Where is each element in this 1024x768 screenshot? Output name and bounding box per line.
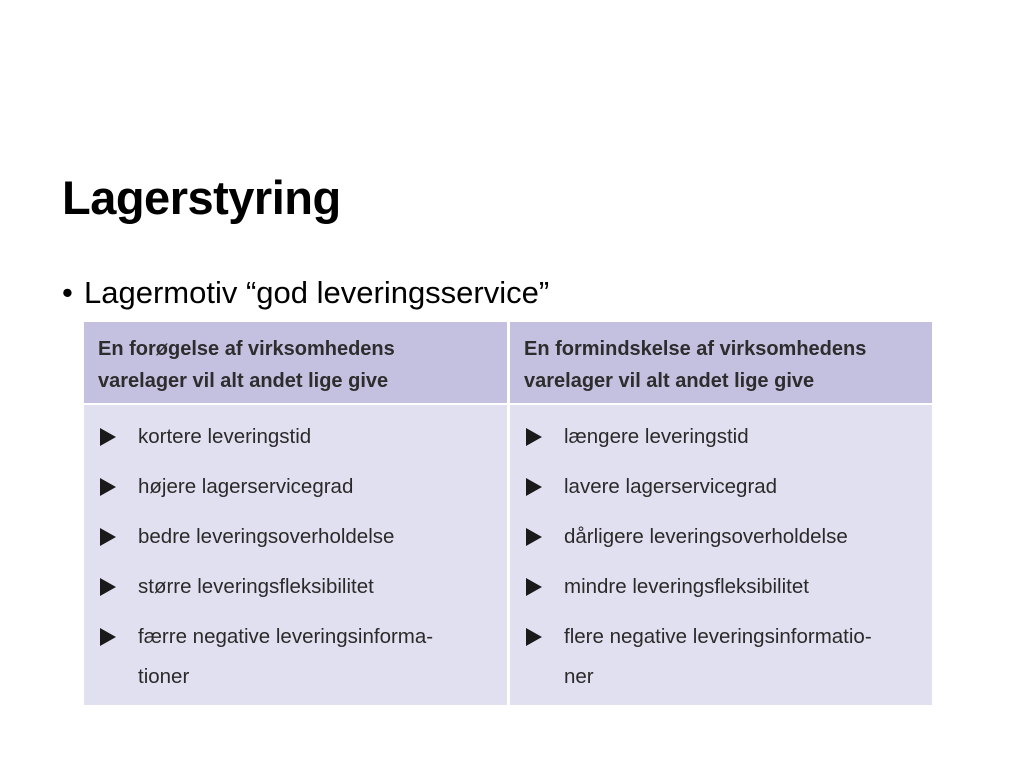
triangle-right-icon <box>526 428 542 446</box>
right-column-header <box>510 322 932 403</box>
list-item-text: højere lagerservicegrad <box>138 475 354 498</box>
list-item-text: ner <box>564 665 594 688</box>
triangle-right-icon <box>100 478 116 496</box>
triangle-right-icon <box>100 428 116 446</box>
list-item <box>526 467 918 507</box>
header-line: En forøgelse af virksomhedens <box>98 338 395 360</box>
triangle-right-icon <box>526 478 542 496</box>
list-item <box>526 617 918 697</box>
triangle-right-icon <box>526 628 542 646</box>
list-item-text: længere leveringstid <box>564 425 749 448</box>
bullet-item <box>62 274 549 311</box>
slide-title: Lagerstyring <box>62 171 341 224</box>
list-item-text: bedre leveringsoverholdelse <box>138 525 395 548</box>
list-item <box>100 517 493 557</box>
list-item <box>526 517 918 557</box>
list-item <box>100 417 493 457</box>
list-item-text: lavere lagerservicegrad <box>564 475 778 498</box>
list-item-text: dårligere leveringsoverholdelse <box>564 525 848 548</box>
triangle-right-icon <box>100 578 116 596</box>
header-line: En formindskelse af virksomhedens <box>524 338 867 360</box>
list-item-text: kortere leveringstid <box>138 425 312 448</box>
bullet-icon: • <box>62 275 73 310</box>
list-item <box>100 567 493 607</box>
triangle-right-icon <box>526 528 542 546</box>
list-item <box>100 467 493 507</box>
triangle-right-icon <box>100 628 116 646</box>
list-item <box>526 567 918 607</box>
left-column-header <box>84 322 507 403</box>
list-item-text: større leveringsfleksibilitet <box>138 575 374 598</box>
header-line: varelager vil alt andet lige give <box>98 370 389 392</box>
list-item-text: tioner <box>138 665 190 688</box>
left-column-list <box>84 405 507 705</box>
header-line: varelager vil alt andet lige give <box>524 370 815 392</box>
triangle-right-icon <box>100 528 116 546</box>
right-column-list <box>510 405 932 705</box>
list-item-text: færre negative leveringsinforma- <box>138 625 434 648</box>
list-item-text: flere negative leveringsinformatio- <box>564 625 872 648</box>
list-item-text: mindre leveringsfleksibilitet <box>564 575 809 598</box>
list-item <box>526 417 918 457</box>
list-item <box>100 617 493 697</box>
comparison-table <box>84 322 932 705</box>
bullet-text: Lagermotiv “god leveringsservice” <box>84 275 550 310</box>
triangle-right-icon <box>526 578 542 596</box>
